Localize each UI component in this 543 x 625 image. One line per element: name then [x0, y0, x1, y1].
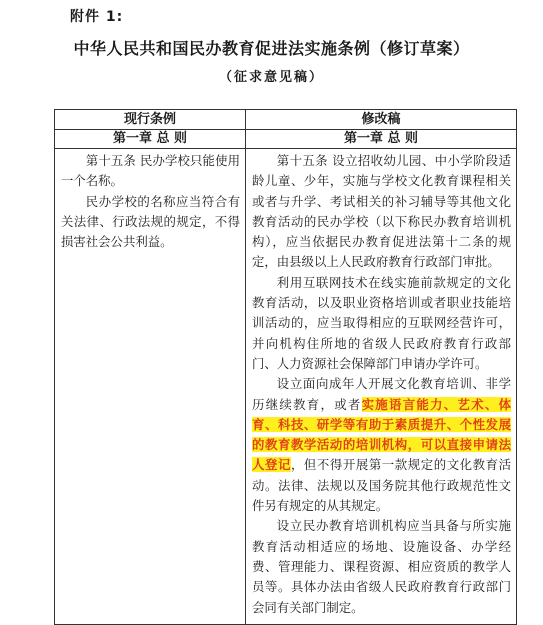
left-paragraph: 第十五条 民办学校只能使用一个名称。 [61, 153, 240, 189]
revised-draft-cell [246, 149, 517, 625]
document-title: 中华人民共和国民办教育促进法实施条例（修订草案） [73, 39, 470, 58]
highlighted-text: 实施语言能力、艺术、体育、科技、研学等有助于素质提升、个性发展的教育教学活动的培训机构，可以直接申请法人登记 [252, 396, 512, 473]
right-paragraph-2: 利用互联网技术在线实施前款规定的文化教育活动，以及职业资格培训或者职业技能培训活动的，应当取得相应的互联网经营许可，并向机构住所地的省级人民政府教育行政部门、人力资源社会保障部门申请办学许可。 [252, 274, 511, 371]
paragraph-3-text-before: 设立面向成年人开展文化教育培训、非学历继续教育，或者 [252, 376, 511, 412]
revised-draft-header: 修改稿 [246, 110, 517, 130]
paragraph-3-text-after: ，但不得开展第一款规定的文化教育活动。法律、法规以及国务院其他行政规范性文件另有规定的从其规定。 [252, 457, 512, 514]
comparison-table [54, 109, 517, 625]
chapter-row [55, 130, 517, 149]
right-paragraph-4: 设立民办教育培训机构应当具备与所实施教育活动相适应的场地、设施设备、办学经费、管理能力、课程资源、相应资质的教学人员等。具体办法由省级人民政府教育行政部门会同有关部门制定。 [252, 518, 511, 615]
document-subtitle: （征求意见稿） [218, 70, 324, 85]
left-paragraph: 民办学校的名称应当符合有关法律、行政法规的规定，不得损害社会公共利益。 [61, 193, 240, 250]
left-chapter-heading: 第一章 总 则 [55, 130, 246, 149]
attachment-label: 附件 1: [70, 9, 124, 25]
current-regulation-header: 现行条例 [55, 110, 246, 130]
current-regulation-cell [55, 149, 246, 625]
right-chapter-heading: 第一章 总 则 [246, 130, 517, 149]
article-15-row [55, 149, 517, 625]
right-paragraph-3 [252, 374, 511, 516]
right-paragraph-1: 第十五条 设立招收幼儿园、中小学阶段适龄儿童、少年，实施与学校文化教育课程相关或者与升学、考试相关的补习辅导等其他文化教育活动的民办学校（以下称民办教育培训机构），应当依据民办教育促进法第十二条的规定，由县级以上人民政府教育行政部门审批。 [252, 153, 511, 270]
column-header-row [55, 110, 517, 130]
